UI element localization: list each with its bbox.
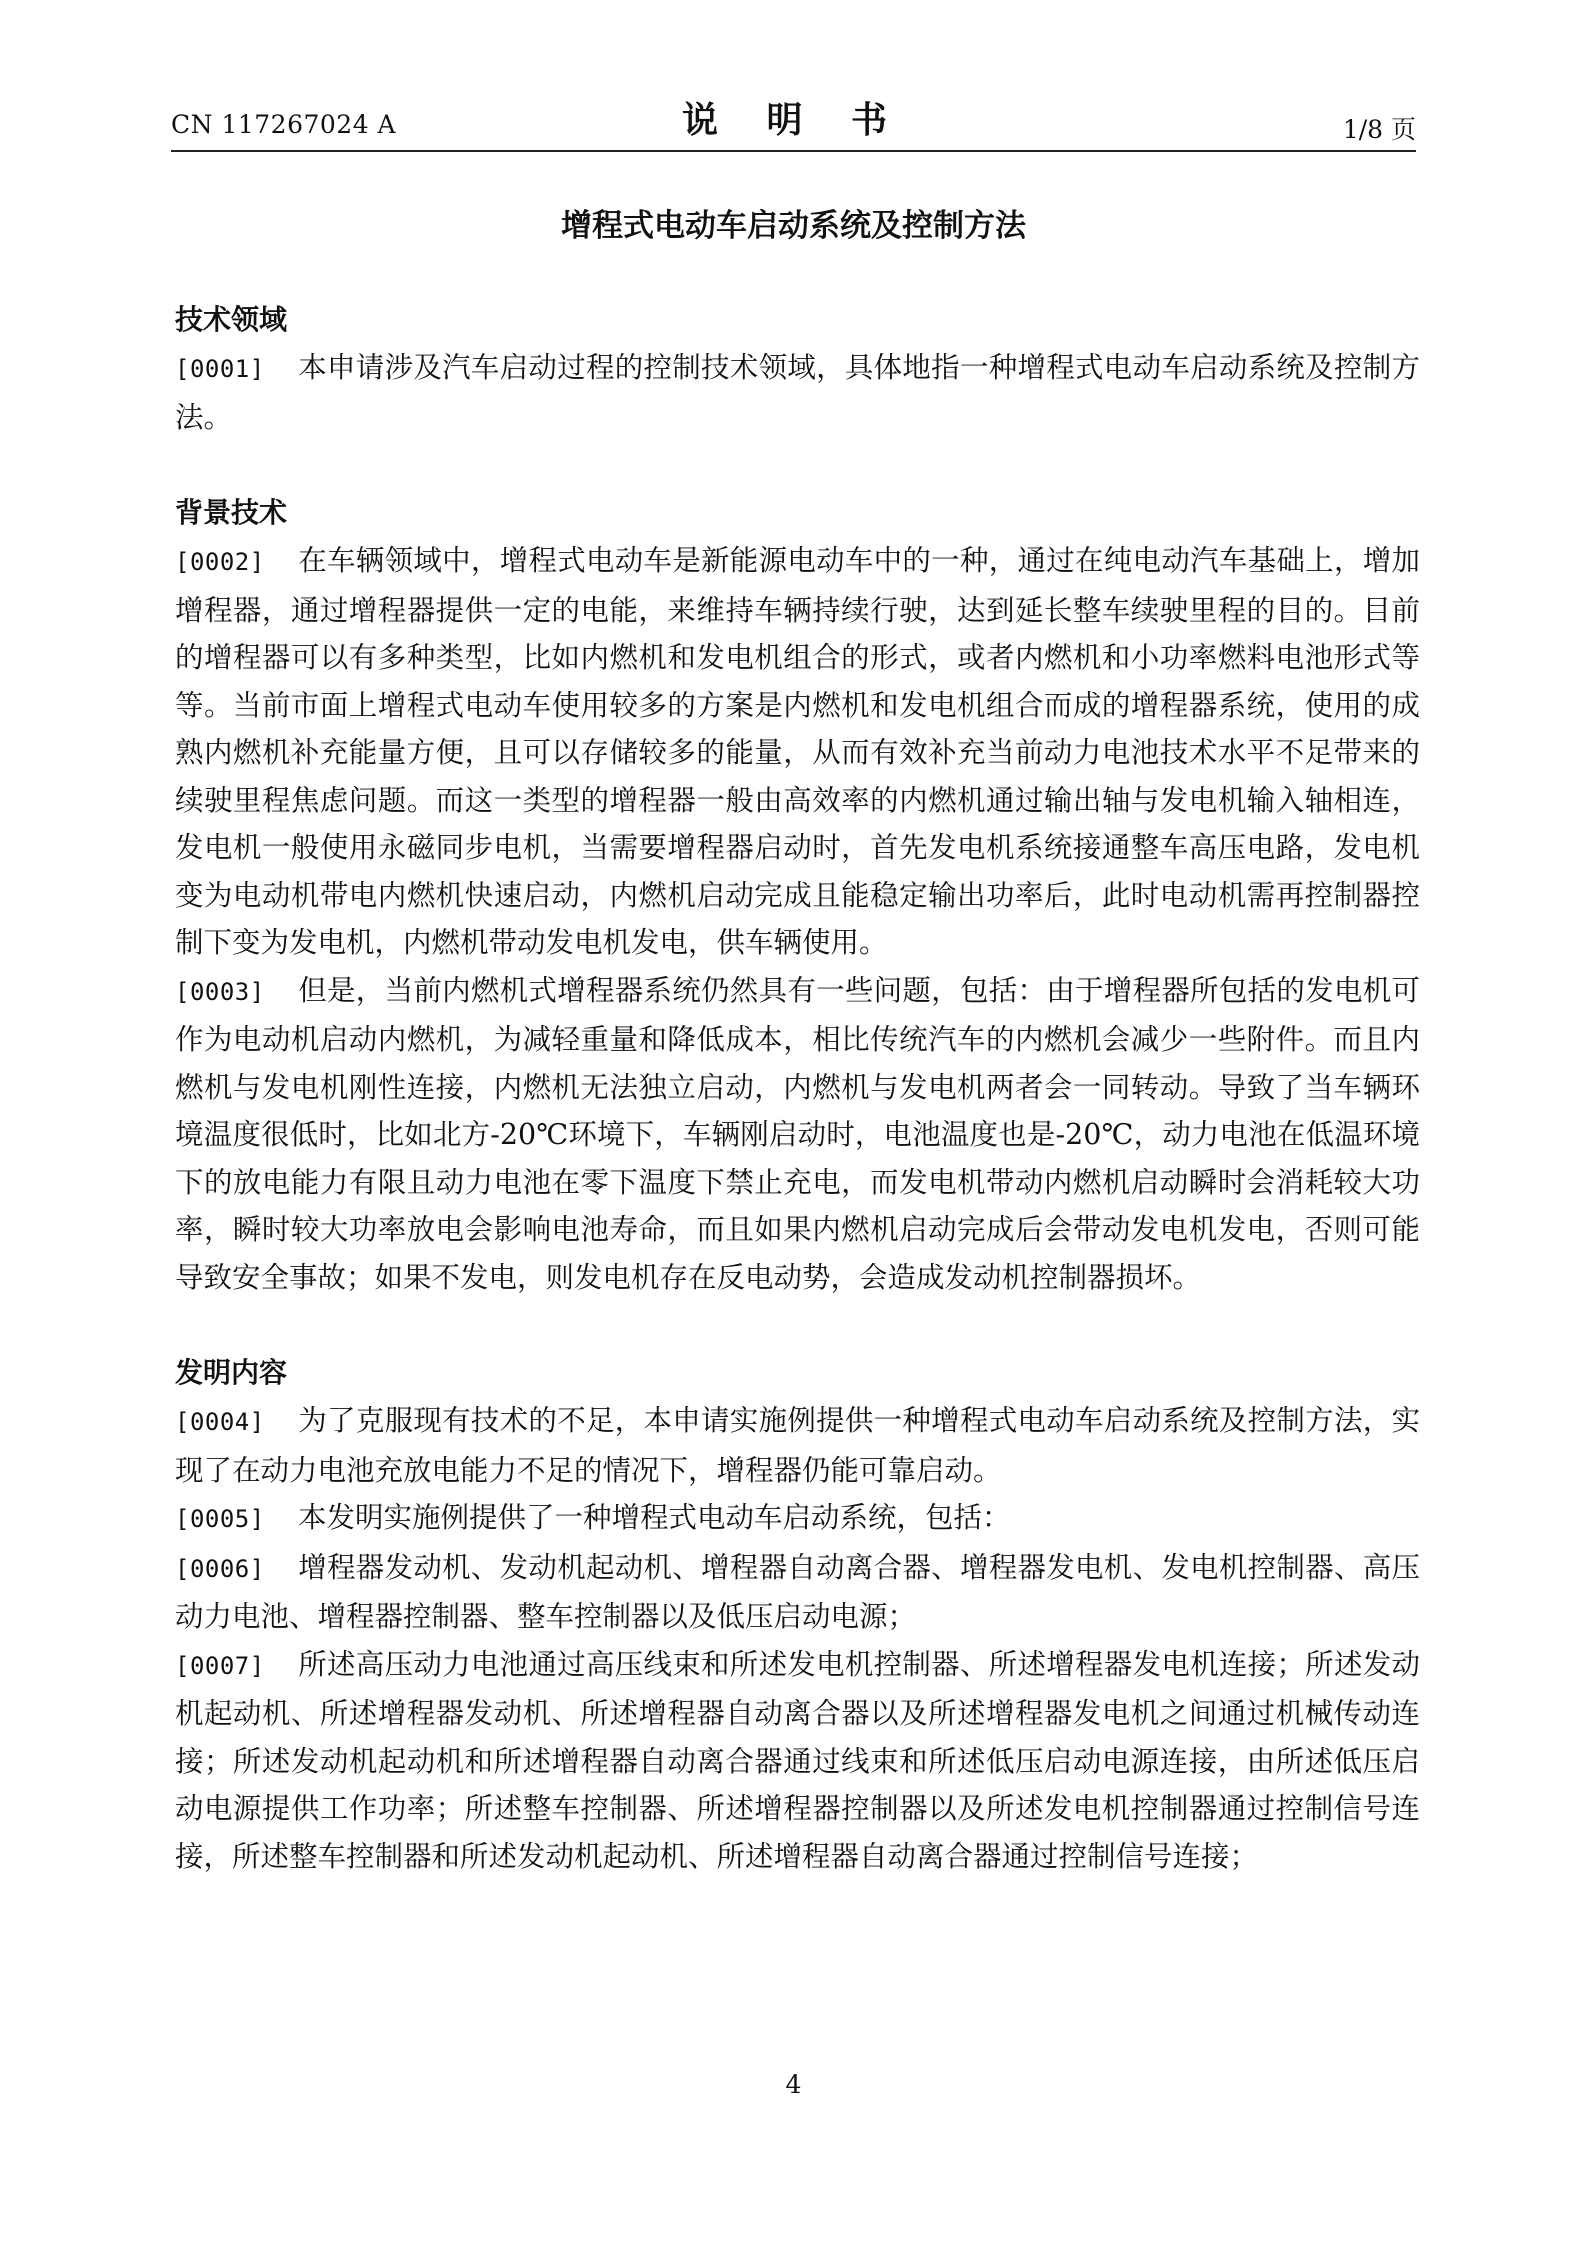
page-number: 4 <box>785 2070 802 2099</box>
paragraph-text: 所述高压动力电池通过高压线束和所述发电机控制器、所述增程器发电机连接；所述发动机起动机、所述增程器发动机、所述增程器自动离合器以及所述增程器发电机之间通过机械传动连接；所述发动机起动机和所述增程器自动离合器通过线束和所述低压启动电源连接，由所述低压启动电源提供工作功率；所述整车控制器、所述增程器控制器以及所述发电机控制器通过控制信号连接，所述整车控制器和所述发动机起动机、所述增程器自动离合器通过控制信号连接； <box>175 1647 1420 1873</box>
section-heading-invention-content: 发明内容 <box>175 1356 288 1389</box>
paragraph-number: [0004] <box>175 1408 265 1436</box>
paragraph-0002 <box>175 537 1420 967</box>
paragraph-text: 本发明实施例提供了一种增程式电动车启动系统，包括： <box>298 1501 1011 1534</box>
paragraph-number: [0007] <box>175 1651 265 1680</box>
document-type-label: 说 明 书 <box>681 100 906 141</box>
page-header <box>171 92 1416 150</box>
paragraph-0005 <box>175 1494 1420 1544</box>
page-indicator: 1/8 页 <box>1342 115 1416 144</box>
publication-number: CN 117267024 A <box>171 110 397 139</box>
document-body <box>175 296 1420 1880</box>
paragraph-number: [0006] <box>175 1554 265 1583</box>
paragraph-number: [0001] <box>175 355 265 383</box>
paragraph-number: [0003] <box>175 977 265 1006</box>
section-spacer <box>175 441 1420 489</box>
section-heading-technical-field: 技术领域 <box>175 303 288 336</box>
paragraph-0004 <box>175 1397 1420 1494</box>
paragraph-text: 本申请涉及汽车启动过程的控制技术领域，具体地指一种增程式电动车启动系统及控制方法。 <box>175 351 1420 434</box>
paragraph-0006 <box>175 1544 1420 1641</box>
document-title: 增程式电动车启动系统及控制方法 <box>561 208 1026 244</box>
paragraph-0003 <box>175 967 1420 1302</box>
paragraph-text: 为了克服现有技术的不足，本申请实施例提供一种增程式电动车启动系统及控制方法，实现了在动力电池充放电能力不足的情况下，增程器仍能可靠启动。 <box>175 1404 1420 1487</box>
section-spacer <box>175 1301 1420 1349</box>
paragraph-number: [0005] <box>175 1505 265 1533</box>
paragraph-text: 但是，当前内燃机式增程器系统仍然具有一些问题，包括：由于增程器所包括的发电机可作为电动机启动内燃机，为减轻重量和降低成本，相比传统汽车的内燃机会减少一些附件。而且内燃机与发电机刚性连接，内燃机无法独立启动，内燃机与发电机两者会一同转动。导致了当车辆环境温度很低时，比如北方-20℃环境下，车辆刚启动时，电池温度也是-20℃，动力电池在低温环境下的放电能力有限且动力电池在零下温度下禁止充电，而发电机带动内燃机启动瞬时会消耗较大功率，瞬时较大功率放电会影响电池寿命，而且如果内燃机启动完成后会带动发电机发电，否则可能导致安全事故；如果不发电，则发电机存在反电动势，会造成发动机控制器损坏。 <box>175 973 1420 1294</box>
paragraph-0007 <box>175 1641 1420 1881</box>
paragraph-number: [0002] <box>175 548 265 576</box>
header-divider <box>171 150 1416 152</box>
paragraph-text: 在车辆领域中，增程式电动车是新能源电动车中的一种，通过在纯电动汽车基础上，增加增程器，通过增程器提供一定的电能，来维持车辆持续行驶，达到延长整车续驶里程的目的。目前的增程器可以有多种类型，比如内燃机和发电机组合的形式，或者内燃机和小功率燃料电池形式等等。当前市面上增程式电动车使用较多的方案是内燃机和发电机组合而成的增程器系统，使用的成熟内燃机补充能量方便，且可以存储较多的能量，从而有效补充当前动力电池技术水平不足带来的续驶里程焦虑问题。而这一类型的增程器一般由高效率的内燃机通过输出轴与发电机输入轴相连，发电机一般使用永磁同步电机，当需要增程器启动时，首先发电机系统接通整车高压电路，发电机变为电动机带电内燃机快速启动，内燃机启动完成且能稳定输出功率后，此时电动机需再控制器控制下变为发电机，内燃机带动发电机发电，供车辆使用。 <box>175 544 1420 959</box>
section-heading-background: 背景技术 <box>175 496 288 529</box>
paragraph-0001 <box>175 344 1420 441</box>
paragraph-text: 增程器发动机、发动机起动机、增程器自动离合器、增程器发电机、发电机控制器、高压动力电池、增程器控制器、整车控制器以及低压启动电源； <box>175 1550 1420 1633</box>
